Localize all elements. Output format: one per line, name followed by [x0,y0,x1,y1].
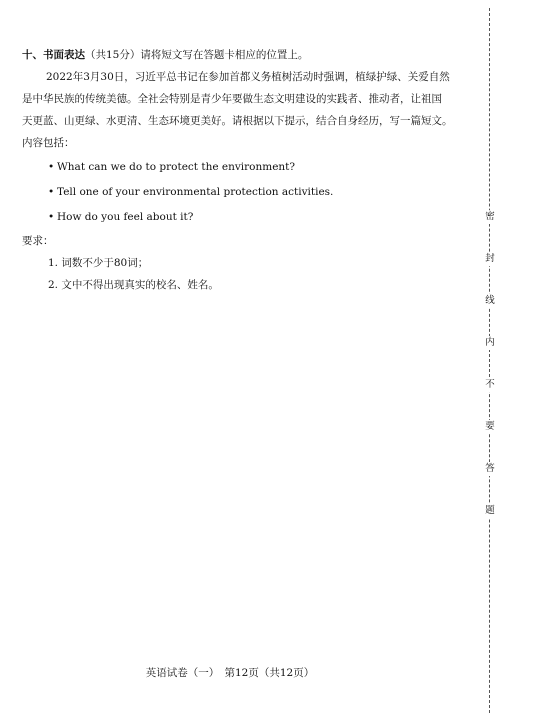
dashed-seal-line [489,8,490,713]
prompt-text: What can we do to protect the environment? [57,161,296,173]
bullet-dot-icon: • [48,186,55,198]
question-header [22,44,462,66]
prompt-bullet [22,155,462,179]
prompt-text: Tell one of your environmental protection activities. [57,186,334,198]
seal-char: 内 [481,336,499,350]
seal-char: 答 [481,462,499,476]
prompt-bullet [22,180,462,204]
writing-question [22,44,462,296]
bullet-dot-icon: • [48,161,55,173]
requirements-label: 要求： [22,235,54,247]
requirement-item: 2. 文中不得出现真实的校名、姓名。 [48,279,219,291]
section-title: 十、书面表达 [22,49,85,61]
seal-char: 题 [481,504,499,518]
instruction: 请将短文写在答题卡相应的位置上。 [140,49,309,61]
page-footer: 英语试卷（一） 第12页（共12页） [145,667,315,679]
seal-char: 封 [481,252,499,266]
score-note: （共15分） [85,49,141,61]
content-label: 内容包括： [22,137,75,149]
seal-char: 线 [481,294,499,308]
requirement-item: 1. 词数不少于80词； [48,257,149,269]
seal-char: 密 [481,210,499,224]
seal-char: 要 [481,420,499,434]
prompt-text: How do you feel about it? [57,211,194,223]
paragraph-line: 天更蓝、山更绿、水更清、生态环境更美好。请根据以下提示，结合自身经历，写一篇短文。 [22,115,453,127]
paragraph-line: 是中华民族的传统美德。全社会特别是青少年要做生态文明建设的实践者、推动者，让祖国 [22,93,442,105]
bullet-dot-icon: • [48,211,55,223]
seal-char: 不 [481,378,499,392]
paragraph-line: 2022年3月30日，习近平总书记在参加首都义务植树活动时强调，植绿护绿、关爱自然 [46,71,450,83]
prompt-bullet [22,205,462,229]
seal-line-strip [481,8,499,713]
